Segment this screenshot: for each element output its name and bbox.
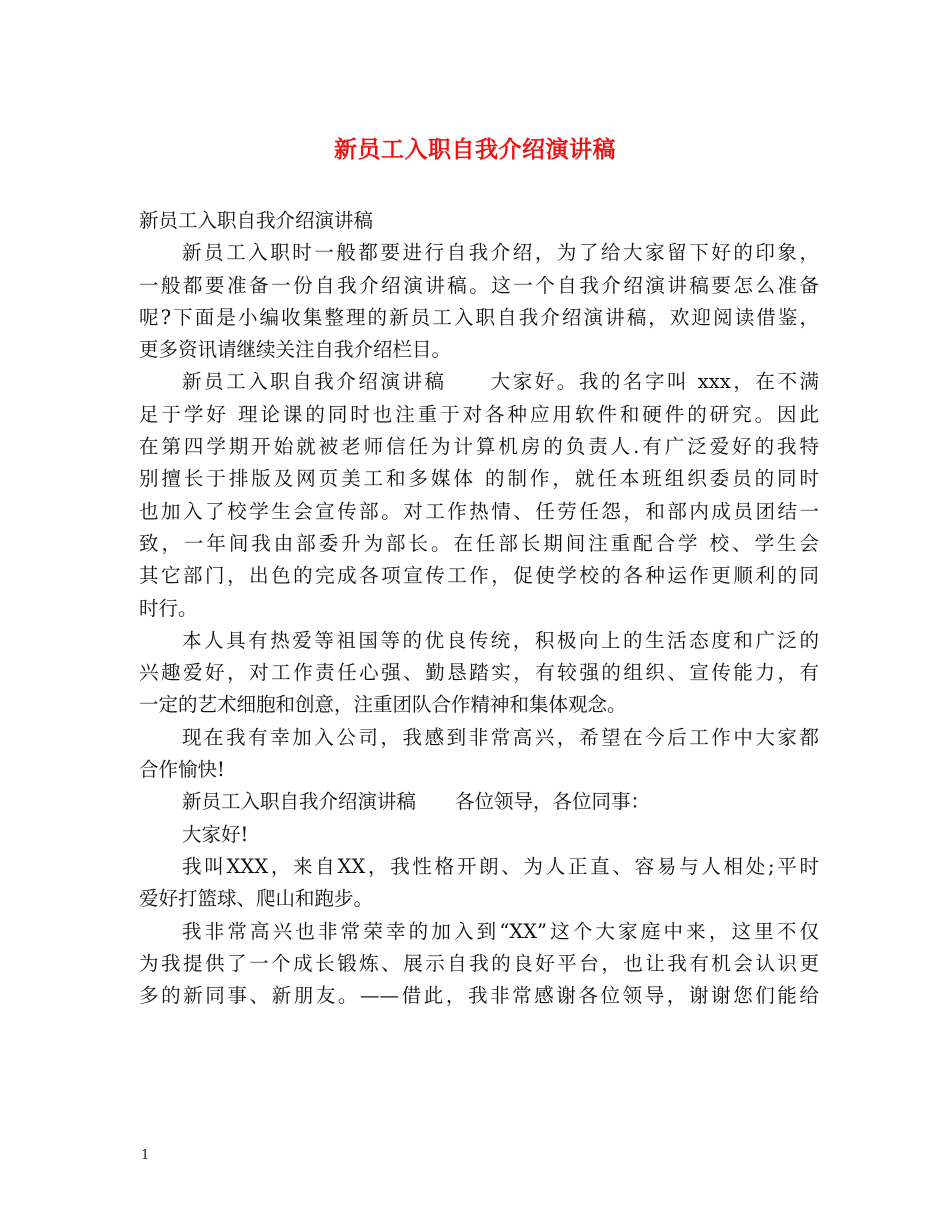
text-line: 新员工入职时一般都要进行自我介绍，为了给大家留下好的印象， (182, 241, 819, 265)
text-line: 在第四学期开始就被老师信任为计算机房的负责人.有广泛爱好的我特 (139, 435, 819, 459)
text-line: 新员工入职自我介绍演讲稿 (139, 209, 374, 232)
text-line: 致，一年间我由部委升为部长。在任部长期间注重配合学 校、学生会 (139, 531, 819, 555)
text-line: 别擅长于排版及网页美工和多媒体 的制作，就任本班组织委员的同时 (139, 467, 819, 491)
text-line: 呢?下面是小编收集整理的新员工入职自我介绍演讲稿，欢迎阅读借鉴， (139, 305, 819, 329)
document-title: 新员工入职自我介绍演讲稿 (334, 136, 616, 163)
text-line: 本人具有热爱等祖国等的优良传统，积极向上的生活态度和广泛的 (182, 628, 819, 652)
text-line: 爱好打篮球、爬山和跑步。 (139, 887, 374, 911)
text-line: 合作愉快! (139, 758, 225, 782)
text-line: 其它部门，出色的完成各项宣传工作，促使学校的各种运作更顺利的同 (139, 564, 819, 588)
document-body (139, 205, 819, 1012)
text-line: 一定的艺术细胞和创意，注重团队合作精神和集体观念。 (139, 693, 627, 717)
text-line: 我叫XXX，来自XX，我性格开朗、为人正直、容易与人相处;平时 (182, 854, 819, 878)
text-line: 新员工入职自我介绍演讲稿 各位领导，各位同事： (182, 790, 651, 814)
text-line: 一般都要准备一份自我介绍演讲稿。这一个自我介绍演讲稿要怎么准备 (139, 273, 819, 297)
text-line: 现在我有幸加入公司，我感到非常高兴，希望在今后工作中大家都 (182, 725, 819, 749)
page-number: 1 (141, 1148, 150, 1163)
text-line: 也加入了校学生会宣传部。对工作热情、任劳任怨，和部内成员团结一 (139, 499, 819, 523)
text-line: 我非常高兴也非常荣幸的加入到“XX”这个大家庭中来，这里不仅 (182, 919, 819, 943)
text-line: 多的新同事、新朋友。——借此，我非常感谢各位领导，谢谢您们能给 (139, 984, 819, 1008)
text-line: 时行。 (139, 596, 198, 620)
text-line: 为我提供了一个成长锻炼、展示自我的良好平台，也让我有机会认识更 (139, 951, 819, 975)
text-line: 新员工入职自我介绍演讲稿 大家好。我的名字叫 xxx，在不满 (182, 370, 819, 394)
text-line: 足于学好 理论课的同时也注重于对各种应用软件和硬件的研究。因此 (139, 402, 819, 426)
text-line: 大家好! (182, 822, 249, 846)
text-line: 兴趣爱好，对工作责任心强、勤恳踏实，有较强的组织、宣传能力，有 (139, 661, 819, 685)
text-line: 更多资讯请继续关注自我介绍栏目。 (139, 338, 452, 362)
